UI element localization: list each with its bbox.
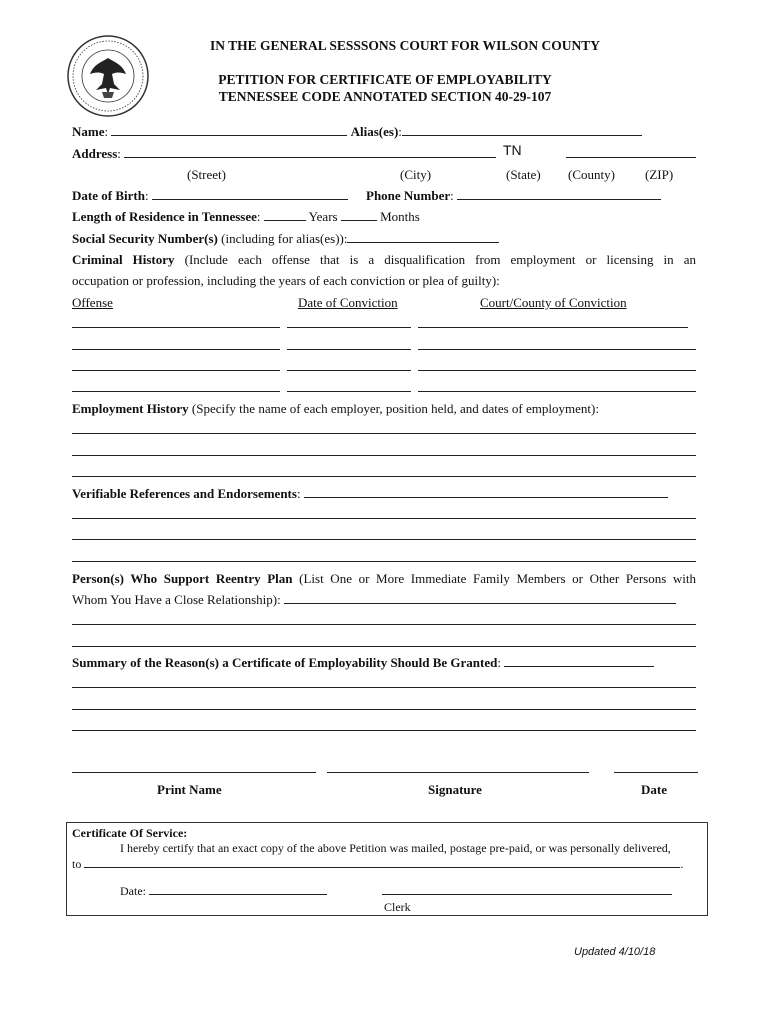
court-field[interactable] [418,359,696,371]
date-field[interactable] [614,761,698,773]
reentry-line[interactable] [72,646,696,647]
summary-field[interactable] [504,655,654,667]
alias-field[interactable] [402,124,642,136]
offense-field[interactable] [72,316,280,328]
certificate-text: I hereby certify that an exact copy of the above Petition was mailed, postage pre-paid, or was personally delivered, [120,841,671,855]
certificate-date-row [120,884,327,899]
employment-history-row [72,401,599,417]
street-caption: (Street) [187,167,226,182]
col-court-county: Court/County of Conviction [480,295,627,310]
offense-field[interactable] [72,380,280,392]
criminal-note-2: occupation or profession, including the years of each conviction or plea of guilty): [72,273,500,288]
offense-field[interactable] [72,359,280,371]
employment-line[interactable] [72,476,696,477]
criminal-history-row [72,252,696,268]
court-field[interactable] [418,316,688,328]
conviction-date-field[interactable] [287,380,411,392]
date-label: Date [641,782,667,797]
years-label: Years [308,209,338,224]
conviction-date-field[interactable] [287,338,411,350]
col-offense: Offense [72,295,113,310]
employment-history-label: Employment History [72,401,189,416]
clerk-label: Clerk [384,900,411,914]
dob-row: Date of Birth: [72,188,348,204]
summary-row: Summary of the Reason(s) a Certificate of Employability Should Be Granted: [72,655,654,671]
signature-label: Signature [428,782,482,797]
months-field[interactable] [341,209,377,221]
employment-line[interactable] [72,433,696,434]
references-line[interactable] [72,539,696,540]
criminal-history-label: Criminal History [72,252,175,267]
court-field[interactable] [418,338,696,350]
criminal-note-1: (Include each offense that is a disqualification from employment or licensing in an [184,252,697,267]
ssn-label: Social Security Number(s) [72,231,218,246]
summary-line[interactable] [72,730,696,731]
references-line[interactable] [72,561,696,562]
ssn-row [72,231,499,247]
state-caption: (State) [506,167,541,182]
summary-line[interactable] [72,687,696,688]
court-field[interactable] [418,380,696,392]
summary-line[interactable] [72,709,696,710]
residence-label: Length of Residence in Tennessee [72,209,257,224]
references-line[interactable] [72,518,696,519]
signature-field[interactable] [327,761,589,773]
address-row: Address: [72,146,496,162]
reentry-note-1: (List One or More Immediate Family Members or Other Persons with [299,571,697,586]
ssn-field[interactable] [347,231,499,243]
zip-caption: (ZIP) [645,167,674,182]
certificate-date-field[interactable] [149,885,327,895]
code-title: TENNESSEE CODE ANNOTATED SECTION 40-29-107 [218,89,552,104]
reentry-note-2: Whom You Have a Close Relationship): [72,592,281,607]
certificate-date-label: Date: [120,884,146,898]
certificate-to-label: to [72,857,82,871]
phone-label: Phone Number [366,188,451,203]
name-field[interactable] [111,124,347,136]
address-field[interactable] [124,146,496,158]
years-field[interactable] [264,209,306,221]
petition-title: PETITION FOR CERTIFICATE OF EMPLOYABILITY [218,72,552,87]
tennessee-seal-icon [66,34,150,118]
dob-label: Date of Birth [72,188,145,203]
name-label: Name [72,124,105,139]
clerk-signature-field[interactable] [382,885,672,895]
certificate-title: Certificate Of Service: [72,826,188,840]
print-name-field[interactable] [72,761,316,773]
conviction-date-field[interactable] [287,316,411,328]
references-label: Verifiable References and Endorsements [72,486,297,501]
months-label: Months [380,209,420,224]
phone-row: Phone Number: [366,188,661,204]
ssn-note: (including for alias(es)): [221,231,348,246]
summary-label: Summary of the Reason(s) a Certificate of Employability Should Be Granted [72,655,498,670]
print-name-label: Print Name [157,782,222,797]
reentry-row-2 [72,592,676,608]
zip-field[interactable] [566,146,696,158]
dob-field[interactable] [152,188,348,200]
phone-field[interactable] [457,188,661,200]
city-caption: (City) [400,167,432,182]
state-value: TN [503,142,522,158]
certificate-to-field[interactable] [84,858,680,868]
reentry-row [72,571,696,587]
certificate-to-row: to . [72,857,684,871]
references-row: Verifiable References and Endorsements: [72,486,668,502]
county-caption: (County) [568,167,615,182]
name-row: Name: Alias(es): [72,124,642,140]
reentry-field[interactable] [284,592,676,604]
col-date-of-conviction: Date of Conviction [298,295,398,310]
reentry-line[interactable] [72,624,696,625]
residence-row: Length of Residence in Tennessee: Years Months [72,209,420,224]
offense-field[interactable] [72,338,280,350]
reentry-label: Person(s) Who Support Reentry Plan [72,571,293,586]
employment-history-note: (Specify the name of each employer, position held, and dates of employment): [191,401,599,416]
address-label: Address [72,146,118,161]
updated-date: Updated 4/10/18 [574,946,656,958]
conviction-date-field[interactable] [287,359,411,371]
alias-label: Alias(es) [350,124,399,139]
references-field[interactable] [304,486,668,498]
court-title: IN THE GENERAL SESSSONS COURT FOR WILSON COUNTY [209,38,600,53]
employment-line[interactable] [72,455,696,456]
